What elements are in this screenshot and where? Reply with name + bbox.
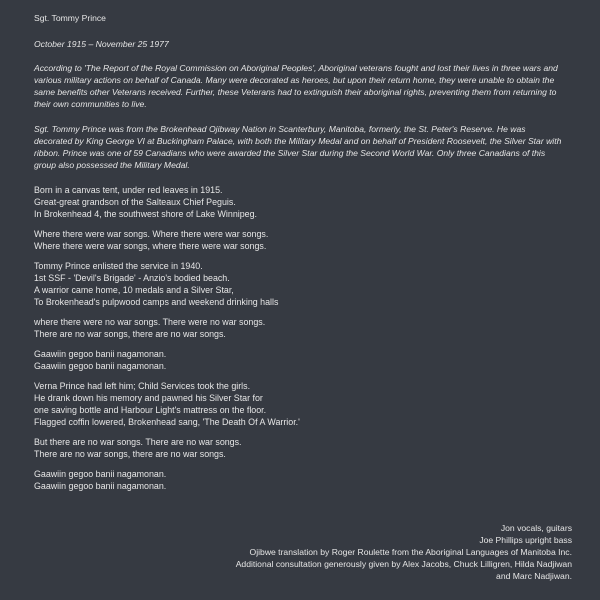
lyric-line: He drank down his memory and pawned his Silver Star for: [34, 393, 263, 403]
credit-line: and Marc Nadjiwan.: [496, 571, 572, 581]
lyric-line: Where there were war songs, where there were war songs.: [34, 241, 267, 251]
lyric-line: There are no war songs, there are no war songs.: [34, 329, 226, 339]
bio-paragraph: Sgt. Tommy Prince was from the Brokenhead Ojibway Nation in Scanterbury, Manitoba, formerly, the St. Peter's Reserve. He was decorated by King George VI at Buckingham Palace, with both the Military Medal and on behalf of President Roosevelt, the Silver Star with ribbon. Prince was one of 59 Canadians who were awarded the Silver Star during the Second World War. Only three Canadians of this group also possessed the Military Medal.: [34, 124, 562, 170]
stanza: [34, 436, 566, 460]
lyric-line: But there are no war songs. There are no war songs.: [34, 437, 242, 447]
stanza: [34, 316, 566, 340]
credit-line: Ojibwe translation by Roger Roulette from the Aboriginal Languages of Manitoba Inc.: [249, 547, 572, 557]
lyric-line: where there were no war songs. There were no war songs.: [34, 317, 266, 327]
lyric-line: There are no war songs, there are no war songs.: [34, 449, 226, 459]
stanza: [34, 348, 566, 372]
lyric-line: Verna Prince had left him; Child Services took the girls.: [34, 381, 251, 391]
lyrics: [34, 184, 566, 492]
lyric-line: Gaawiin gegoo banii nagamonan.: [34, 361, 167, 371]
lyric-line: A warrior came home, 10 medals and a Silver Star,: [34, 285, 234, 295]
stanza: [34, 260, 566, 308]
credits: [236, 522, 572, 582]
lyric-line: Gaawiin gegoo banii nagamonan.: [34, 469, 167, 479]
lyric-line: To Brokenhead's pulpwood camps and weekend drinking halls: [34, 297, 279, 307]
credit-line: Joe Phillips upright bass: [479, 535, 572, 545]
lyric-line: one saving bottle and Harbour Light's mattress on the floor.: [34, 405, 267, 415]
stanza: [34, 468, 566, 492]
lyric-line: Flagged coffin lowered, Brokenhead sang, 'The Death Of A Warrior.': [34, 417, 300, 427]
stanza: [34, 228, 566, 252]
credit-line: Additional consultation generously given by Alex Jacobs, Chuck Lilligren, Hilda Nadjiwan: [235, 559, 572, 569]
lyric-line: Born in a canvas tent, under red leaves in 1915.: [34, 185, 223, 195]
stanza: [34, 380, 566, 428]
song-title: Sgt. Tommy Prince: [34, 13, 106, 23]
intro-paragraph: According to 'The Report of the Royal Commission on Aboriginal Peoples', Aboriginal veterans fought and lost their lives in three wars and various military actions on behalf of Canada. Many were decorated as heroes, but upon their return home, they were unable to obtain the same benefits other Veterans received. Further, these Veterans had to extinguish their aboriginal rights, preventing them from returning to their own communities to live.: [34, 63, 558, 109]
life-dates: October 1915 – November 25 1977: [34, 39, 169, 49]
lyric-line: In Brokenhead 4, the southwest shore of Lake Winnipeg.: [34, 209, 258, 219]
lyric-line: Great-great grandson of the Salteaux Chief Peguis.: [34, 197, 236, 207]
lyric-line: Gaawiin gegoo banii nagamonan.: [34, 481, 167, 491]
lyric-line: Tommy Prince enlisted the service in 1940.: [34, 261, 203, 271]
lyric-line: Gaawiin gegoo banii nagamonan.: [34, 349, 167, 359]
lyric-line: 1st SSF - 'Devil's Brigade' - Anzio's bodied beach.: [34, 273, 230, 283]
credit-line: Jon vocals, guitars: [500, 523, 572, 533]
stanza: [34, 184, 566, 220]
lyric-line: Where there were war songs. Where there were war songs.: [34, 229, 269, 239]
